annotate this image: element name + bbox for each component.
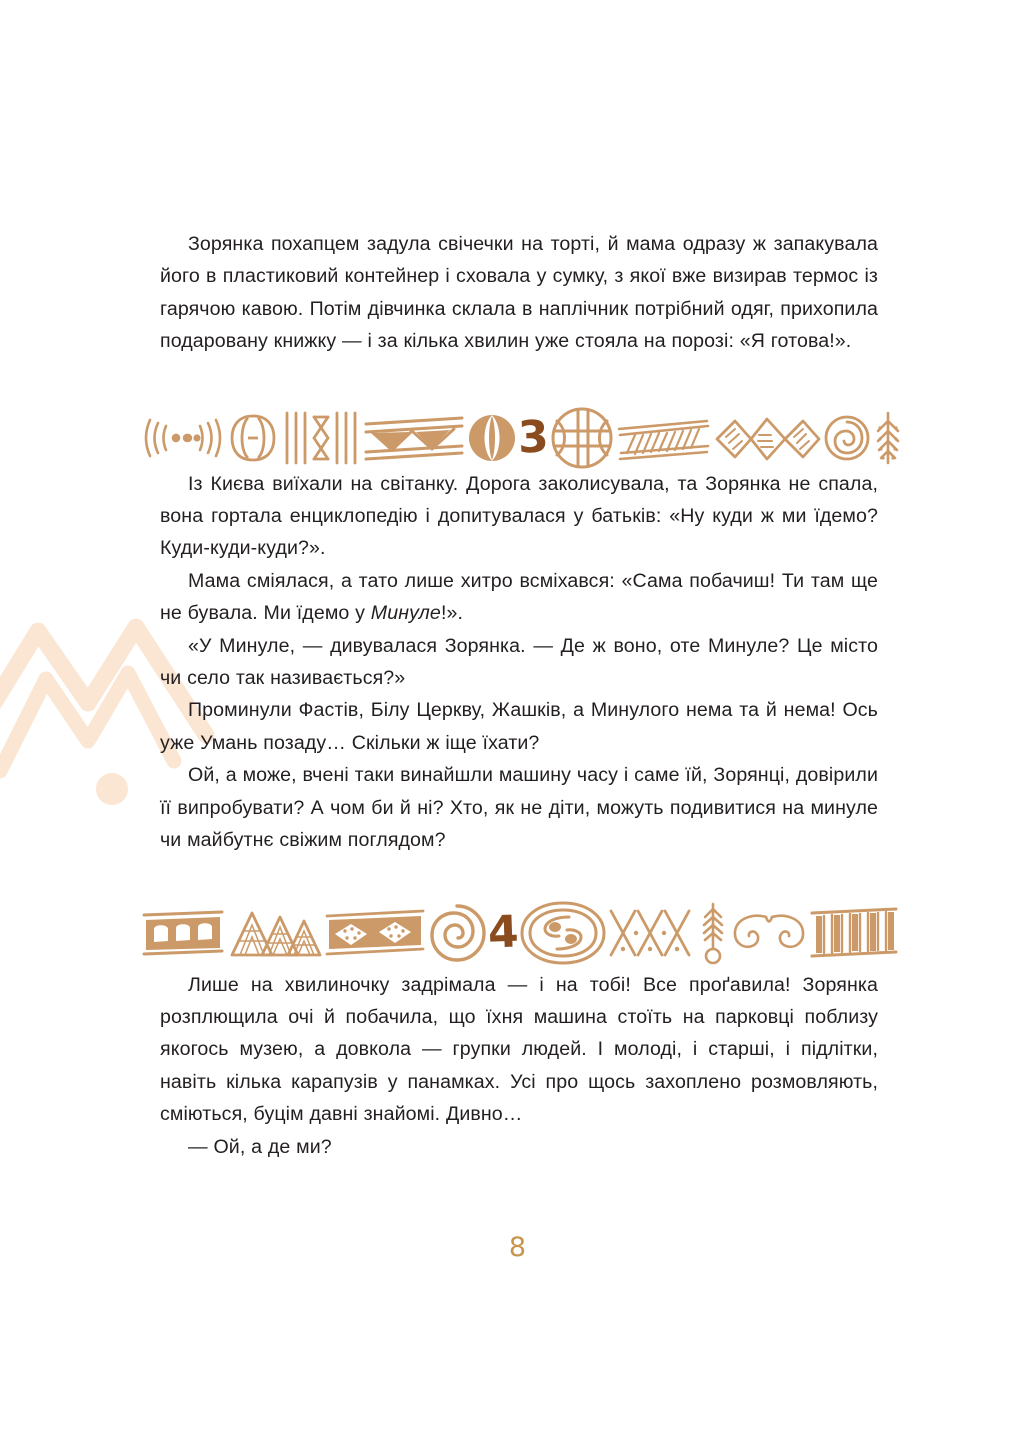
wheel-circle-ornament xyxy=(549,405,615,471)
paragraph xyxy=(160,565,878,630)
paragraph: Ой, а може, вчені таки винайшли машину часу і саме їй, Зорянці, довірили її випробувати? А чом би й ні? Хто, як не діти, можуть подивитися на минуле чи майбутнє свіжим поглядом? xyxy=(160,764,878,852)
wheat-sprig-ornament xyxy=(697,900,729,966)
mountains-ornament xyxy=(226,905,322,961)
ornament-divider-2 xyxy=(140,895,900,971)
paragraph: — Ой, а де ми? xyxy=(188,1135,332,1158)
paragraph-block-2 xyxy=(160,468,878,857)
ornament-number: 3 xyxy=(517,411,550,464)
paragraph: Проминули Фастів, Білу Церкву, Жашків, а Минулого нема та й нема! Ось уже Умань позаду… Скільки ж іще їхати? xyxy=(160,699,878,754)
arch-band-ornament xyxy=(140,905,226,961)
paragraph-text-before: Мама сміялася, а тато лише хитро всміхався: «Сама побачиш! Ти там ще не бувала. Ми їдемо у xyxy=(160,569,878,625)
hourglass-bars-ornament xyxy=(280,409,362,467)
paragraph-block-3 xyxy=(160,969,878,1163)
text-column xyxy=(160,228,878,1163)
paragraph-block-1 xyxy=(160,228,878,358)
paragraph: Лише на хвилиночку задрімала — і на тобі! Все проґавила! Зорянка розплющила очі й побачила, що їхня машина стоїть на парковці поблизу якогось музею, а довкола — групки людей. І молоді, і старші, і підлітки, навіть кілька карапузів у панамках. Усі про щось захоплено розмовляють, сміються, буцім давні знайомі. Дивно… xyxy=(160,973,878,1126)
waves-dots-ornament xyxy=(140,412,226,464)
paragraph: «У Минуле, — дивувалася Зорянка. — Де ж воно, оте Минуле? Це місто чи село так називається?» xyxy=(160,634,878,690)
triangle-band-ornament xyxy=(362,412,466,464)
rounded-cell-ornament xyxy=(226,411,280,465)
spiral-round-ornament xyxy=(427,903,487,963)
double-spiral-ornament xyxy=(730,911,808,955)
paragraph: Із Києва виїхали на світанку. Дорога заколисувала, та Зорянка не спала, вона гортала енциклопедію і допитувалася у батьків: «Ну куди ж ми їдемо? Куди-куди-куди?». xyxy=(160,472,878,560)
split-circle-ornament xyxy=(466,412,518,464)
paragraph: Зорянка похапцем задула свічечки на торті, й мама одразу ж запакувала його в пластиковий контейнер і сховала у сумку, з якої вже визирав термос із гарячою кавою. Потім дівчинка склала в наплічник потрібний одяг, прихопила подаровану книжку — і за кілька хвилин уже стояла на порозі: «Я готова!». xyxy=(160,233,878,353)
zigzag-diamond-ornament xyxy=(711,411,823,465)
double-teardrop-spiral-ornament xyxy=(519,900,607,966)
hatched-band-ornament xyxy=(615,413,711,463)
spiral-ornament xyxy=(823,414,871,462)
column-band-ornament xyxy=(808,905,900,961)
paragraph-text-after: !». xyxy=(440,602,464,625)
ornament-divider-1 xyxy=(140,400,900,476)
ornament-number: 4 xyxy=(486,906,519,959)
diamond-band-ornament xyxy=(323,907,427,959)
page-number: 8 xyxy=(508,1232,527,1263)
paragraph-italic: Минуле xyxy=(370,602,441,625)
branch-ornament xyxy=(871,409,905,467)
x-diamond-chain-ornament xyxy=(607,905,697,961)
